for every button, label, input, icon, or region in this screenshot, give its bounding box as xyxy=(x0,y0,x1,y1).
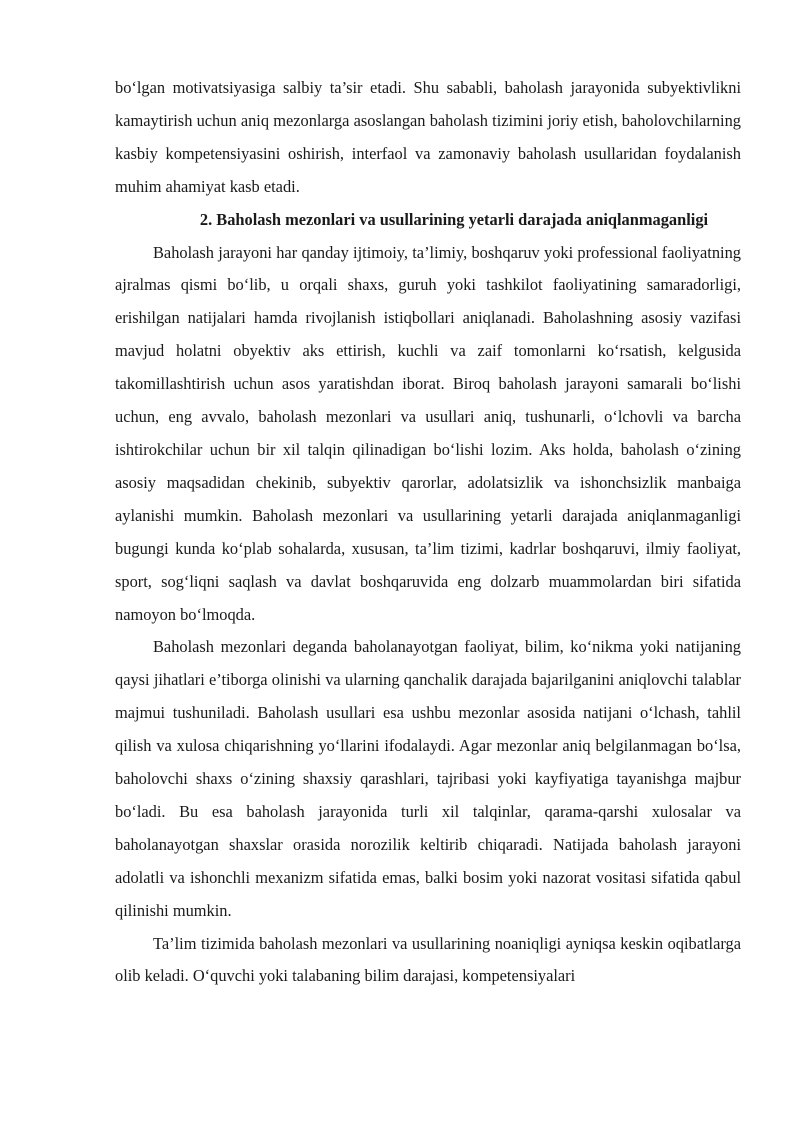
paragraph-continuation: bo‘lgan motivatsiyasiga salbiy ta’sir etadi. Shu sababli, baholash jarayonida subyektivlikni kamaytirish uchun aniq mezonlarga asoslangan baholash tizimini joriy etish, baholovchilarning kasbiy kompetensiyasini oshirish, interfaol va zamonaviy baholash usullaridan foydalanish muhim ahamiyat kasb etadi. xyxy=(115,78,741,196)
section-heading: 2. Baholash mezonlari va usullarining yetarli darajada aniqlanmaganligi xyxy=(199,209,709,229)
paragraph-intro: Baholash jarayoni har qanday ijtimoiy, ta’limiy, boshqaruv yoki professional faoliyatning ajralmas qismi bo‘lib, u orqali shaxs, guruh yoki tashkilot faoliyatining samaradorligi, erishilgan natijalari hamda rivojlanish istiqbollari aniqlanadi. Baholashning asosiy vazifasi mavjud holatni obyektiv aks ettirish, kuchli va zaif tomonlarni ko‘rsatish, kelgusida takomillashtirish uchun asos yaratishdan iborat. Biroq baholash jarayoni samarali bo‘lishi uchun, eng avvalo, baholash mezonlari va usullari aniq, tushunarli, o‘lchovli va barcha ishtirokchilar uchun bir xil talqin qilinadigan bo‘lishi lozim. Aks holda, baholash o‘zining asosiy maqsadidan chekinib, subyektiv qarorlar, adolatsizlik va ishonchsizlik manbaiga aylanishi mumkin. Baholash mezonlari va usullarining yetarli darajada aniqlanmaganligi bugungi kunda ko‘plab sohalarda, xususan, ta’lim tizimi, kadrlar boshqaruvi, ilmiy faoliyat, sport, sog‘liqni saqlash va davlat boshqaruvida eng dolzarb muammolardan biri sifatida namoyon bo‘lmoqda. xyxy=(115,242,741,624)
paragraph-education: Ta’lim tizimida baholash mezonlari va usullarining noaniqligi ayniqsa keskin oqibatlarga olib keladi. O‘quvchi yoki talabaning bilim darajasi, kompetensiyalari xyxy=(115,933,741,986)
paragraph-definitions: Baholash mezonlari deganda baholanayotgan faoliyat, bilim, ko‘nikma yoki natijaning qaysi jihatlari e’tiborga olinishi va ularning qanchalik darajada bajarilganini aniqlovchi talablar majmui tushuniladi. Baholash usullari esa ushbu mezonlar asosida natijani o‘lchash, tahlil qilish va xulosa chiqarishning yo‘llarini ifodalaydi. Agar mezonlar aniq belgilanmagan bo‘lsa, baholovchi shaxs o‘zining shaxsiy qarashlari, tajribasi yoki kayfiyatiga tayanishga majbur bo‘ladi. Bu esa baholash jarayonida turli xil talqinlar, qarama-qarshi xulosalar va baholanayotgan shaxslar orasida norozilik keltirib chiqaradi. Natijada baholash jarayoni adolatli va ishonchli mexanizm sifatida emas, balki bosim yoki nazorat vositasi sifatida qabul qilinishi mumkin. xyxy=(115,637,741,920)
document-page xyxy=(115,72,741,993)
